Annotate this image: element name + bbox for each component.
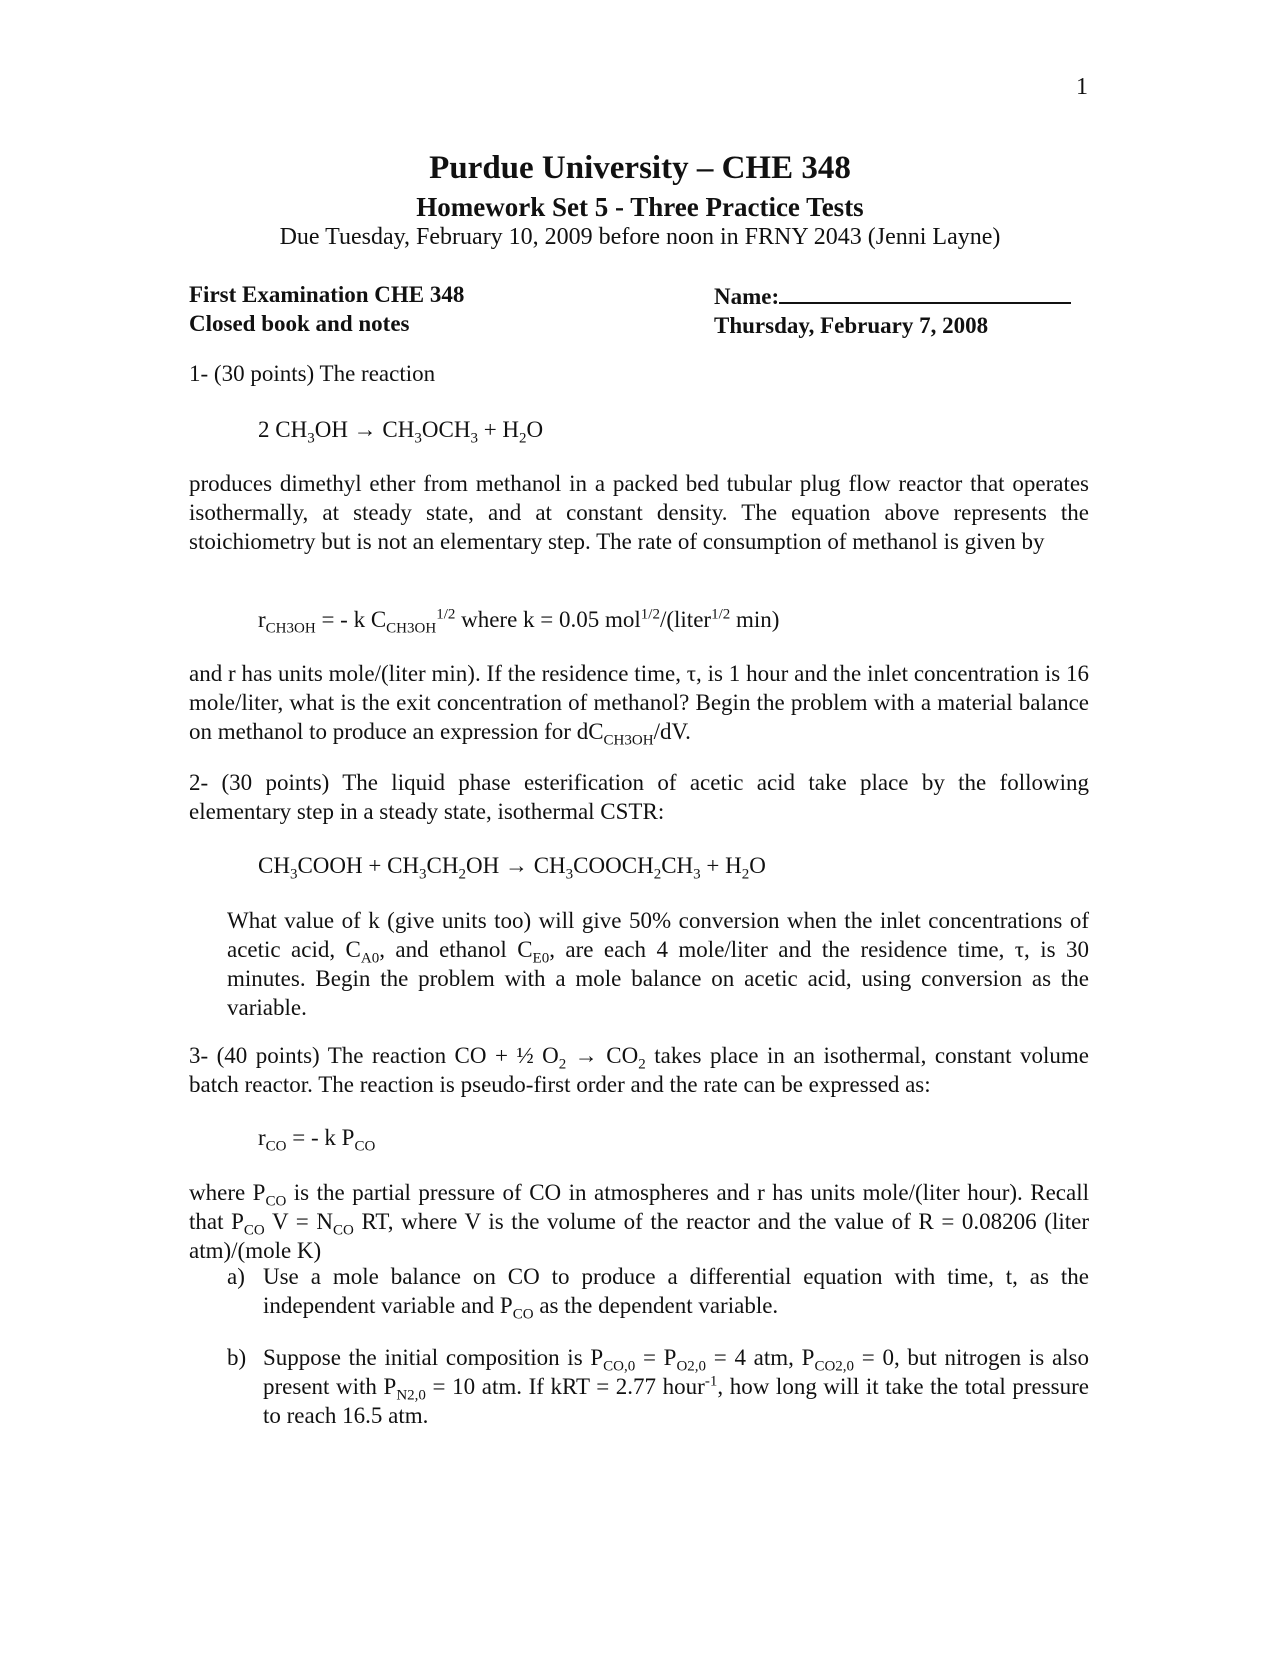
q3-where-c: V = N <box>264 1209 333 1234</box>
q1-para2-end: /dV. <box>653 719 691 744</box>
q3-intro-sub2: 2 <box>638 1056 646 1073</box>
q2-sub-a: A0 <box>360 950 380 967</box>
q1-rate-equation: $r_{CH3OH}$ = - k $C_{CH3OH}^{1/2}$ where k = 0.05 mol$^{1/2}$/(liter$^{1/2}$ min) <box>258 606 780 637</box>
q3-part-b-text6: , how long will it take the total pressure to reach 16.5 atm. <box>263 1374 1089 1428</box>
q3-part-a <box>227 1262 1089 1323</box>
q2-intro: 2- (30 points) The liquid phase esterification of acetic acid take place by the following elementary step in a steady state, isothermal CSTR: <box>189 770 1089 824</box>
q3-part-a-text2: as the dependent variable. <box>533 1293 779 1318</box>
q3-intro-c: takes place in an isothermal, constant volume batch reactor. The reaction is pseudo-first order and the rate can be expressed as: <box>189 1043 1089 1097</box>
document-title: Purdue University – CHE 348 <box>429 150 851 186</box>
q3-rate-equation: $r_{CO}$ = - k $P_{CO}$ <box>258 1125 376 1155</box>
q3-part-b-text5: = 10 atm. If kRT = 2.77 hour <box>425 1374 705 1399</box>
q1-paragraph-2 <box>189 659 1089 749</box>
q3-intro <box>189 1041 1089 1099</box>
name-label: Name: <box>714 284 780 309</box>
exam-title: First Examination CHE 348 <box>189 282 465 307</box>
q3-part-b-sub1: CO,0 <box>603 1358 636 1375</box>
q2-paragraph <box>227 906 1089 1022</box>
name-blank-line <box>779 280 1071 304</box>
q3-part-a-label: a) <box>227 1264 245 1289</box>
q3-where-paragraph <box>189 1178 1089 1265</box>
q3-part-a-text1: Use a mole balance on CO to produce a differential equation with time, t, as the independent variable and P <box>263 1264 1089 1318</box>
q3-where-d: RT, where V is the volume of the reactor and the value of R = 0.08206 (liter atm)/(mole K) <box>189 1209 1089 1263</box>
document-subtitle: Homework Set 5 - Three Practice Tests <box>416 192 864 222</box>
q2-sub-b: E0 <box>532 950 550 967</box>
exam-date: Thursday, February 7, 2008 <box>714 313 989 338</box>
q1-reaction-equation: 2 $CH_3OH \to CH_3OCH_3 + H_2O$ <box>258 417 544 447</box>
q3-part-b-text1: Suppose the initial composition is P <box>263 1345 604 1370</box>
q2-reaction-equation: $CH_3COOH + CH_3CH_2OH$ → $CH_3COOCH_2CH_3 + H_2O$ <box>258 853 766 883</box>
q2-text-a: What value of k (give units too) will give 50% conversion when the inlet concentrations of acetic acid, C <box>227 908 1089 962</box>
due-date-line: Due Tuesday, February 10, 2009 before noon in FRNY 2043 (Jenni Layne) <box>279 224 1001 250</box>
q3-intro-a: 3- (40 points) The reaction CO + ½ O <box>189 1043 559 1068</box>
exam-rules: Closed book and notes <box>189 311 410 336</box>
q3-part-b <box>227 1343 1089 1430</box>
q3-part-b-label: b) <box>227 1345 247 1370</box>
q3-part-b-text3: = 4 atm, P <box>706 1345 815 1370</box>
q3-where-a: where P <box>189 1180 266 1205</box>
q3-where-sub3: CO <box>332 1222 354 1239</box>
q3-part-a-sub: CO <box>512 1306 534 1323</box>
q3-part-b-text4: = 0, but nitrogen is also present with P <box>263 1345 1089 1399</box>
q1-para2-sub: CH3OH <box>603 732 654 749</box>
q2-text-b: , and ethanol C <box>379 937 533 962</box>
q1-paragraph-1: produces dimethyl ether from methanol in a packed bed tubular plug flow reactor that operates isothermally, at steady state, and at constant density. The equation above represents the stoichiometry but is not an elementary step. The rate of consumption of methanol is given by <box>189 471 1089 554</box>
q2-text-c: , are each 4 mole/liter and the residence time, τ, is 30 minutes. Begin the problem with a mole balance on acetic acid, using conversion as the variable. <box>227 937 1089 1020</box>
q3-part-b-sub3: CO2,0 <box>814 1358 855 1375</box>
q3-part-b-sup: -1 <box>704 1373 718 1390</box>
q3-intro-b: → CO <box>566 1043 639 1068</box>
q3-part-b-sub4: N2,0 <box>396 1387 426 1404</box>
q1-para2-text: and r has units mole/(liter min). If the residence time, τ, is 1 hour and the inlet concentration is 16 mole/liter, what is the exit concentration of methanol? Begin the problem with a material balance on methanol to produce an expression for dC <box>189 661 1089 744</box>
page-number: 1 <box>1076 74 1088 100</box>
q1-intro: 1- (30 points) The reaction <box>189 361 436 386</box>
q3-part-b-text2: = P <box>635 1345 677 1370</box>
q3-where-sub1: CO <box>265 1193 287 1210</box>
q3-intro-sub1: 2 <box>558 1056 567 1073</box>
q3-where-b: is the partial pressure of CO in atmospheres and r has units mole/(liter hour). Recall that P <box>189 1180 1089 1234</box>
q3-where-sub2: CO <box>243 1222 265 1239</box>
q3-part-b-sub2: O2,0 <box>676 1358 707 1375</box>
